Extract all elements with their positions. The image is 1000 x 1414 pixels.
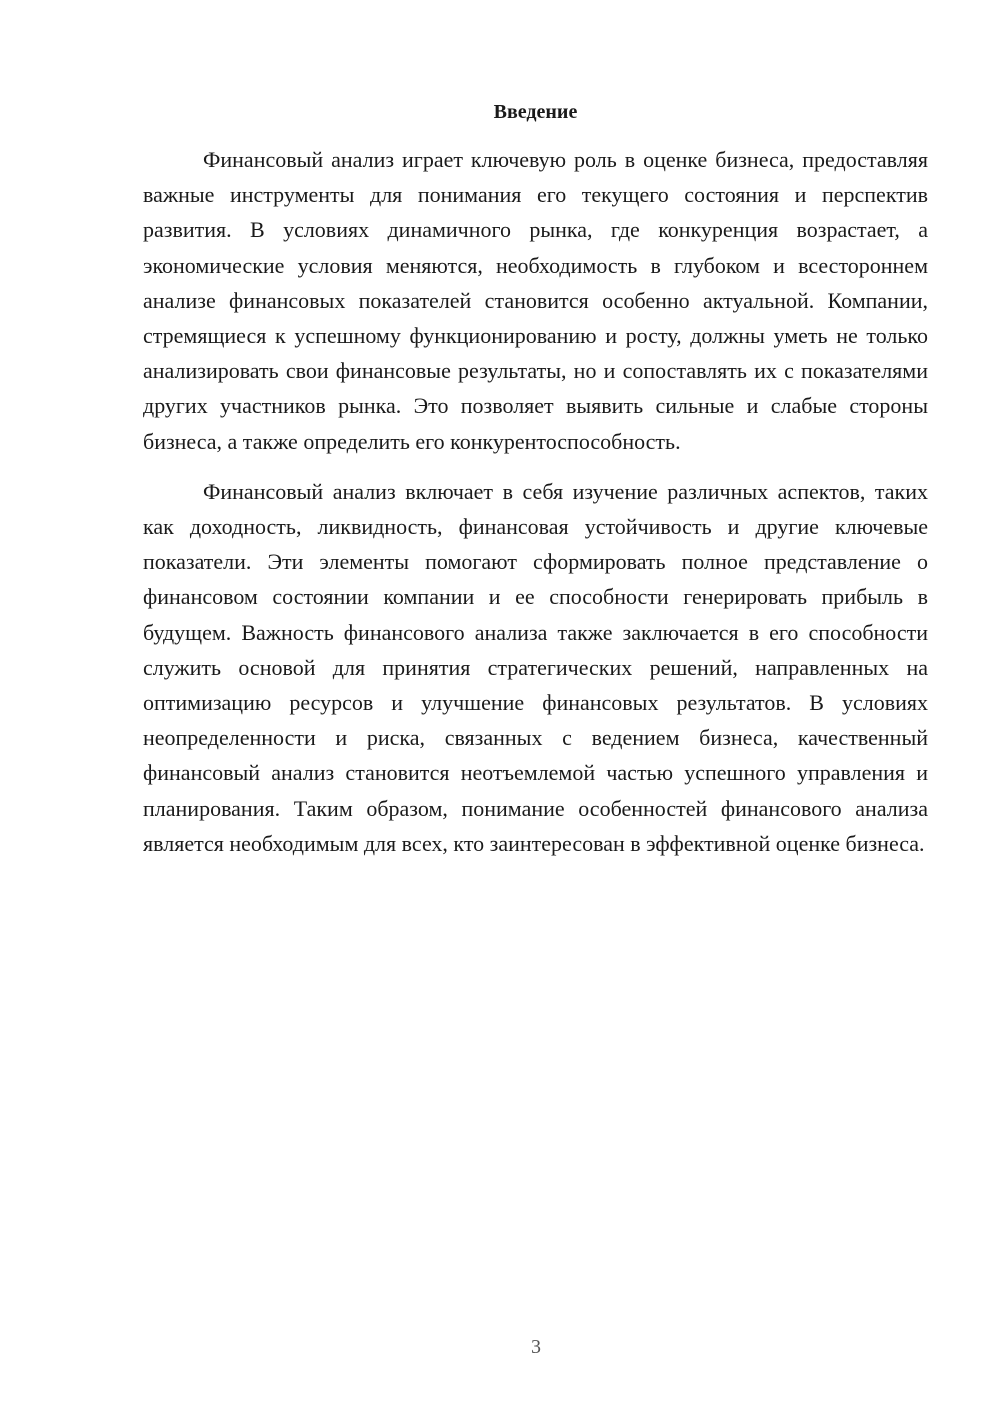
body-text — [143, 142, 928, 861]
page-number: 3 — [531, 1336, 541, 1358]
paragraph-2: Финансовый анализ включает в себя изучение различных аспектов, таких как доходность, ликвидность, финансовая устойчивость и другие ключевые показатели. Эти элементы помогают сформировать полное представление о финансовом состоянии компании и ее способности генерировать прибыль в будущем. Важность финансового анализа также заключается в его способности служить основой для принятия стратегических решений, направленных на оптимизацию ресурсов и улучшение финансовых результатов. В условиях неопределенности и риска, связанных с ведением бизнеса, качественный финансовый анализ становится неотъемлемой частью успешного управления и планирования. Таким образом, понимание особенностей финансового анализа является необходимым для всех, кто заинтересован в эффективной оценке бизнеса. — [143, 478, 928, 856]
section-heading: Введение — [493, 101, 578, 123]
paragraph-1: Финансовый анализ играет ключевую роль в оценке бизнеса, предоставляя важные инструменты для понимания его текущего состояния и перспектив развития. В условиях динамичного рынка, где конкуренция возрастает, а экономические условия меняются, необходимость в глубоком и всестороннем анализе финансовых показателей становится особенно актуальной. Компании, стремящиеся к успешному функционированию и росту, должны уметь не только анализировать свои финансовые результаты, но и сопоставлять их с показателями других участников рынка. Это позволяет выявить сильные и слабые стороны бизнеса, а также определить его конкурентоспособность. — [143, 147, 928, 454]
